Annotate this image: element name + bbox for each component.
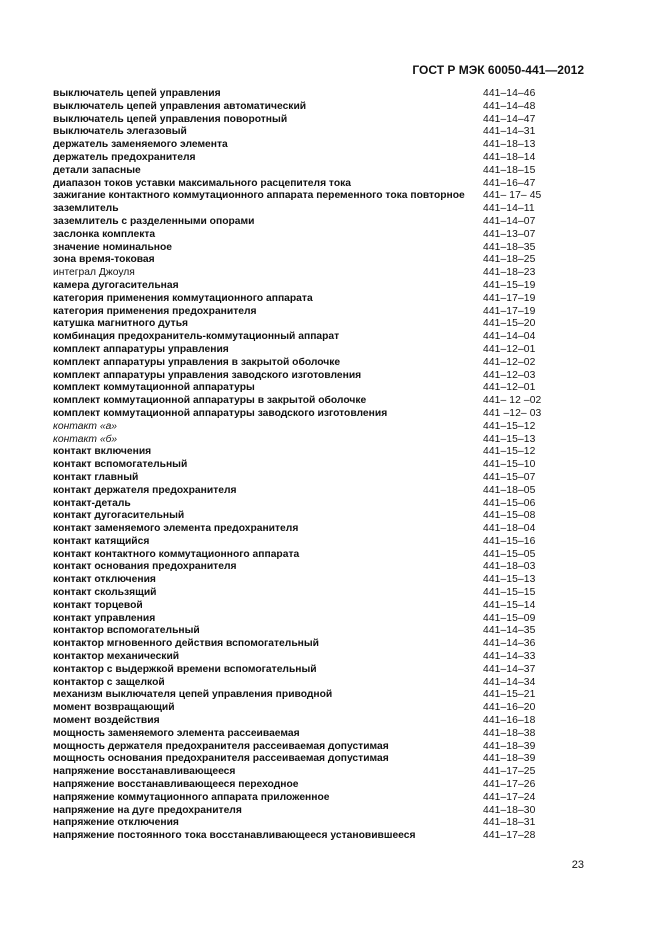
entry-code: 441–18–23 [483, 267, 536, 279]
entry-term: контакт вспомогательный [53, 459, 188, 471]
entry-code: 441–14–04 [483, 331, 536, 343]
index-entry [53, 523, 549, 536]
entry-code: 441–17–19 [483, 292, 536, 304]
index-entry [53, 485, 549, 498]
entry-term: заслонка комплекта [53, 228, 156, 240]
index-entry [53, 830, 549, 843]
index-entry [53, 536, 549, 549]
entry-term: напряжение на дуге предохранителя [53, 804, 242, 816]
entry-code: 441–14–07 [483, 215, 536, 227]
entry-term: напряжение отключения [53, 817, 179, 829]
index-entry [53, 677, 549, 690]
index-entry [53, 344, 549, 357]
index-entry [53, 446, 549, 459]
entry-term: выключатель цепей управления [53, 88, 221, 99]
entry-term: контакт управления [53, 612, 156, 624]
entry-code: 441–18–38 [483, 727, 536, 739]
entry-code: 441–14–36 [483, 638, 536, 650]
entry-code: 441–15–06 [483, 497, 536, 509]
entry-term: контакт дугогасительный [53, 510, 185, 522]
entry-term: контактор механический [53, 651, 180, 663]
index-entry [53, 561, 549, 574]
entry-code: 441–18–04 [483, 523, 536, 535]
index-entry [53, 664, 549, 677]
index-entry [53, 434, 549, 447]
entry-term: контакт основания предохранителя [53, 561, 237, 573]
entry-term: контакт отключения [53, 574, 156, 586]
index-entry [53, 357, 549, 370]
index-entry [53, 421, 549, 434]
index-entry [53, 139, 549, 152]
index-entry [53, 587, 549, 600]
entry-code: 441–15–12 [483, 446, 536, 458]
index-entry [53, 638, 549, 651]
index-entry [53, 574, 549, 587]
entry-term: комплект аппаратуры управления в закрытой оболочке [53, 356, 341, 368]
index-entry [53, 792, 549, 805]
term-index-list [53, 88, 549, 843]
entry-code: 441–12–01 [483, 343, 536, 355]
index-entry [53, 549, 549, 562]
entry-code: 441–14–33 [483, 651, 536, 663]
index-entry [53, 625, 549, 638]
entry-term: напряжение восстанавливающееся переходное [53, 779, 299, 791]
entry-term: контакт торцевой [53, 599, 143, 611]
entry-term: контактор с защелкой [53, 676, 165, 688]
document-header: ГОСТ Р МЭК 60050-441—2012 [412, 63, 584, 77]
index-entry [53, 459, 549, 472]
index-entry [53, 651, 549, 664]
entry-term: механизм выключателя цепей управления приводной [53, 689, 333, 701]
index-entry [53, 408, 549, 421]
entry-code: 441–18–31 [483, 817, 536, 829]
index-entry [53, 613, 549, 626]
entry-term: комплект коммутационной аппаратуры [53, 382, 255, 394]
index-entry [53, 741, 549, 754]
entry-code: 441–18–15 [483, 164, 536, 176]
entry-term: контактор мгновенного действия вспомогательный [53, 638, 319, 650]
entry-term: контакт «б» [53, 433, 118, 445]
index-entry [53, 190, 549, 203]
index-entry [53, 331, 549, 344]
entry-term: детали запасные [53, 164, 141, 176]
index-entry [53, 242, 549, 255]
index-entry [53, 203, 549, 216]
entry-term: комбинация предохранитель-коммутационный аппарат [53, 331, 340, 343]
entry-code: 441–15–13 [483, 433, 536, 445]
entry-code: 441–15–08 [483, 510, 536, 522]
entry-code: 441–12–02 [483, 356, 536, 368]
entry-code: 441– 17– 45 [483, 190, 542, 202]
entry-term: контакт держателя предохранителя [53, 484, 237, 496]
entry-term: катушка магнитного дутья [53, 318, 189, 330]
entry-term: заземлитель с разделенными опорами [53, 215, 255, 227]
entry-code: 441–15–10 [483, 459, 536, 471]
index-entry [53, 165, 549, 178]
entry-code: 441–18–25 [483, 254, 536, 266]
entry-term: момент возвращающий [53, 702, 175, 714]
entry-code: 441–14–34 [483, 676, 536, 688]
index-entry [53, 178, 549, 191]
entry-term: контакт главный [53, 471, 139, 483]
entry-term: комплект аппаратуры управления заводского изготовления [53, 369, 362, 381]
entry-term: мощность держателя предохранителя рассеиваемая допустимая [53, 740, 389, 752]
entry-code: 441 –12– 03 [483, 407, 542, 419]
entry-term: мощность основания предохранителя рассеиваемая допустимая [53, 753, 389, 765]
index-entry [53, 728, 549, 741]
entry-code: 441–17–19 [483, 305, 536, 317]
entry-term: диапазон токов уставки максимального расцепителя тока [53, 177, 352, 189]
entry-code: 441–15–16 [483, 535, 536, 547]
index-entry [53, 689, 549, 702]
entry-code: 441–14–11 [483, 203, 535, 215]
index-entry [53, 702, 549, 715]
entry-code: 441–12–01 [483, 382, 536, 394]
entry-code: 441–15–09 [483, 612, 536, 624]
index-entry [53, 370, 549, 383]
entry-term: мощность заменяемого элемента рассеиваемая [53, 727, 300, 739]
index-entry [53, 805, 549, 818]
entry-term: контакт заменяемого элемента предохранителя [53, 523, 299, 535]
entry-code: 441–16–47 [483, 177, 536, 189]
index-entry [53, 229, 549, 242]
entry-term: интеграл Джоуля [53, 267, 135, 279]
entry-code: 441–12–03 [483, 369, 536, 381]
entry-code: 441–15–19 [483, 279, 536, 291]
entry-code: 441–13–07 [483, 228, 536, 240]
entry-term: категория применения коммутационного аппарата [53, 292, 313, 304]
entry-code: 441–16–20 [483, 702, 536, 714]
entry-term: значение номинальное [53, 241, 173, 253]
entry-term: контакт контактного коммутационного аппарата [53, 548, 300, 560]
index-entry [53, 114, 549, 127]
entry-term: комплект аппаратуры управления [53, 343, 229, 355]
entry-term: контакт-деталь [53, 497, 131, 509]
entry-term: выключатель элегазовый [53, 126, 187, 138]
index-entry [53, 280, 549, 293]
index-entry [53, 600, 549, 613]
entry-term: момент воздействия [53, 715, 160, 727]
entry-code: 441–18–14 [483, 151, 536, 163]
index-entry [53, 510, 549, 523]
entry-code: 441–17–25 [483, 766, 536, 778]
entry-code: 441–18–03 [483, 561, 536, 573]
entry-code: 441–15–15 [483, 587, 536, 599]
index-entry [53, 306, 549, 319]
entry-code: 441–14–31 [483, 126, 536, 138]
index-entry [53, 472, 549, 485]
index-entry [53, 318, 549, 331]
index-entry [53, 293, 549, 306]
index-entry [53, 498, 549, 511]
entry-code: 441–17–28 [483, 830, 536, 842]
entry-term: выключатель цепей управления поворотный [53, 113, 288, 125]
entry-term: контакт «а» [53, 420, 118, 432]
index-entry [53, 753, 549, 766]
index-entry [53, 382, 549, 395]
entry-code: 441–16–18 [483, 715, 536, 727]
entry-term: комплект коммутационной аппаратуры в закрытой оболочке [53, 395, 367, 407]
entry-code: 441–14–48 [483, 100, 536, 112]
entry-code: 441–15–12 [483, 420, 536, 432]
entry-code: 441–14–46 [483, 88, 536, 99]
entry-code: 441–18–39 [483, 740, 536, 752]
index-entry [53, 88, 549, 101]
entry-term: напряжение постоянного тока восстанавливающееся установившееся [53, 830, 416, 842]
entry-term: заземлитель [53, 203, 119, 215]
entry-code: 441–14–47 [483, 113, 536, 125]
entry-term: держатель предохранителя [53, 151, 196, 163]
entry-code: 441–18–13 [483, 139, 536, 151]
entry-term: напряжение восстанавливающееся [53, 766, 236, 778]
index-entry [53, 779, 549, 792]
entry-term: выключатель цепей управления автоматический [53, 100, 307, 112]
index-entry [53, 126, 549, 139]
entry-code: 441–18–30 [483, 804, 536, 816]
entry-term: контакт катящийся [53, 535, 150, 547]
entry-code: 441– 12 –02 [483, 395, 542, 407]
entry-code: 441–18–39 [483, 753, 536, 765]
entry-term: напряжение коммутационного аппарата приложенное [53, 791, 330, 803]
index-entry [53, 817, 549, 830]
index-entry [53, 267, 549, 280]
index-entry [53, 715, 549, 728]
index-entry [53, 216, 549, 229]
index-entry [53, 254, 549, 267]
entry-code: 441–14–35 [483, 625, 536, 637]
index-entry [53, 766, 549, 779]
entry-term: контактор с выдержкой времени вспомогательный [53, 663, 317, 675]
entry-term: контактор вспомогательный [53, 625, 200, 637]
index-entry [53, 152, 549, 165]
entry-code: 441–15–20 [483, 318, 536, 330]
entry-term: камера дугогасительная [53, 279, 179, 291]
index-entry [53, 101, 549, 114]
entry-code: 441–17–24 [483, 791, 536, 803]
entry-term: держатель заменяемого элемента [53, 139, 228, 151]
entry-code: 441–15–05 [483, 548, 536, 560]
entry-term: категория применения предохранителя [53, 305, 257, 317]
entry-code: 441–15–07 [483, 471, 536, 483]
entry-term: зона время-токовая [53, 254, 155, 266]
entry-code: 441–15–14 [483, 599, 536, 611]
entry-code: 441–14–37 [483, 663, 536, 675]
entry-term: контакт включения [53, 446, 152, 458]
entry-code: 441–15–21 [483, 689, 536, 701]
entry-code: 441–18–05 [483, 484, 536, 496]
entry-code: 441–17–26 [483, 779, 536, 791]
entry-term: комплект коммутационной аппаратуры заводского изготовления [53, 407, 388, 419]
entry-term: зажигание контактного коммутационного аппарата переменного тока повторное [53, 190, 465, 202]
entry-code: 441–15–13 [483, 574, 536, 586]
entry-term: контакт скользящий [53, 587, 157, 599]
page-number: 23 [571, 859, 584, 871]
index-entry [53, 395, 549, 408]
entry-code: 441–18–35 [483, 241, 536, 253]
